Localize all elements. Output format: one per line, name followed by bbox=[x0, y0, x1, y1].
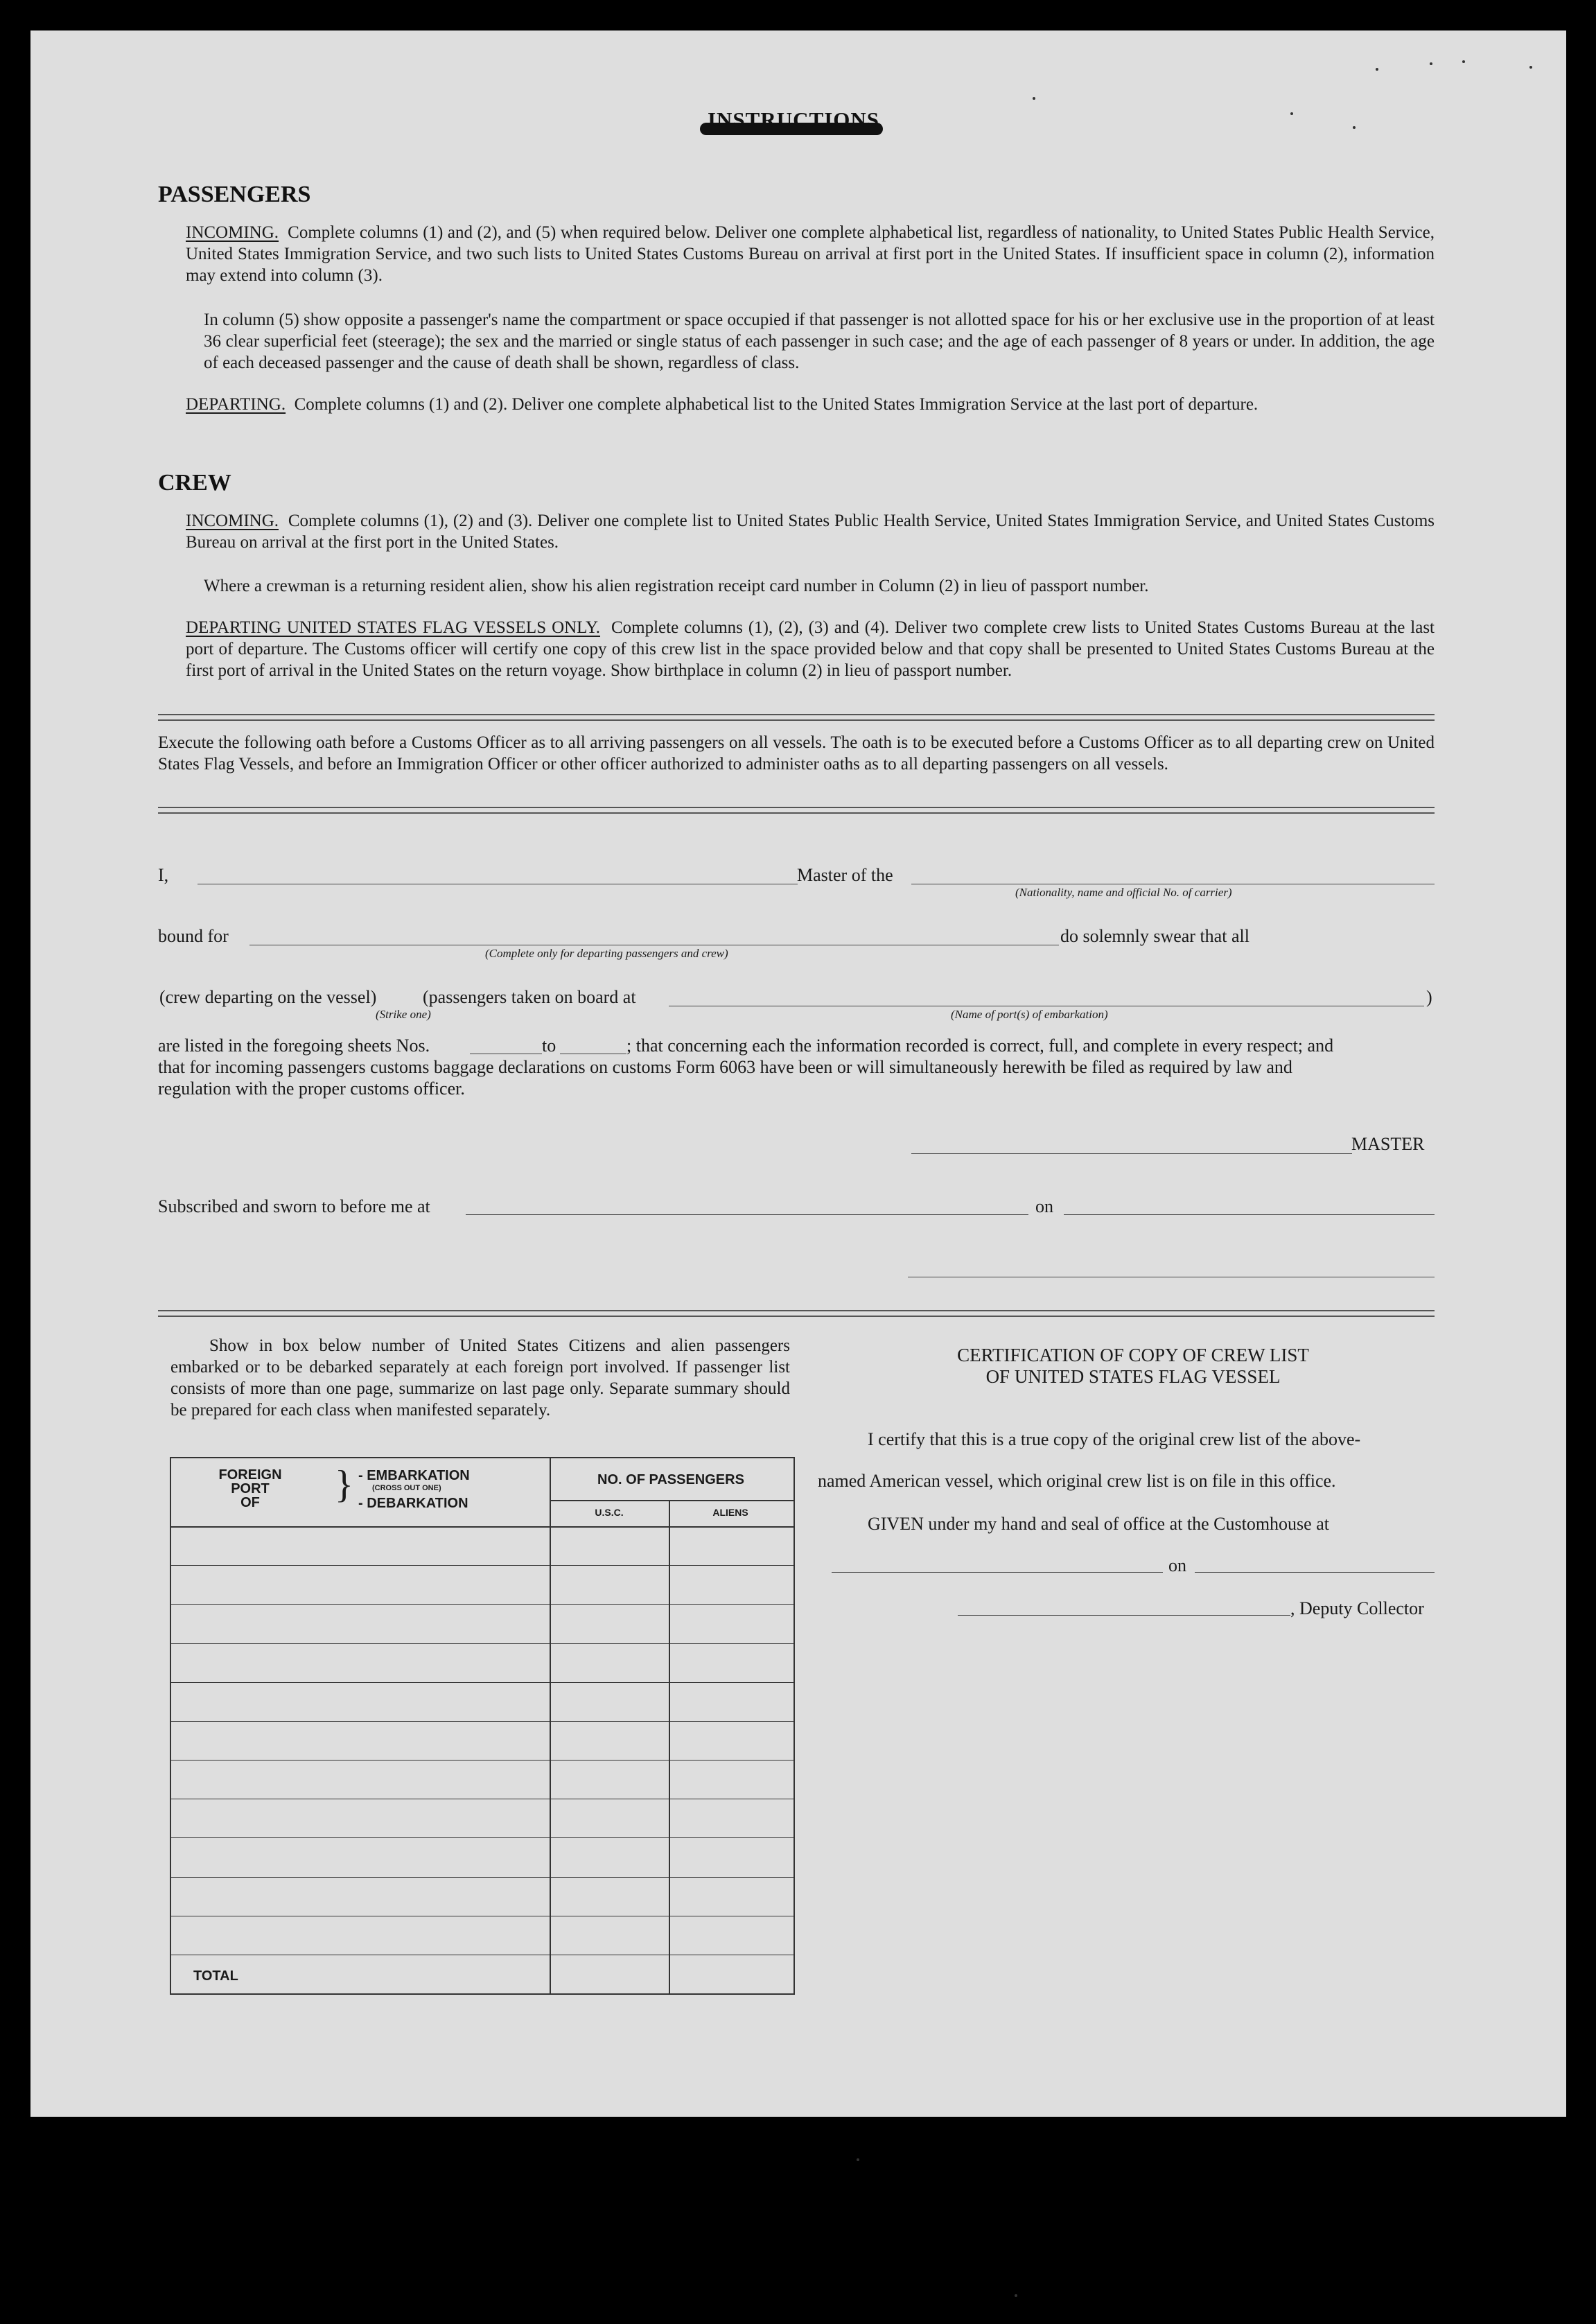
port-word: PORT bbox=[231, 1481, 270, 1496]
departing-text: Complete columns (1) and (2). Deliver one complete alphabetical list to the United States Immigration Service at the last port of departure. bbox=[294, 395, 1259, 414]
table-row[interactable] bbox=[171, 1643, 793, 1644]
sworn-location-field[interactable] bbox=[466, 1214, 1028, 1215]
table-row[interactable] bbox=[171, 1721, 793, 1722]
solemnly-swear-label: do solemnly swear that all bbox=[1060, 926, 1249, 946]
header-divider bbox=[550, 1500, 793, 1501]
table-row[interactable] bbox=[171, 1565, 793, 1566]
complete-only-hint: (Complete only for departing passengers and crew) bbox=[485, 947, 728, 960]
strike-one-hint: (Strike one) bbox=[376, 1008, 431, 1021]
certification-heading-line-1: CERTIFICATION OF COPY OF CREW LIST bbox=[957, 1345, 1309, 1365]
to-label: to bbox=[542, 1036, 556, 1056]
table-row[interactable] bbox=[171, 1604, 793, 1605]
passenger-summary-table bbox=[170, 1457, 795, 1995]
table-row[interactable] bbox=[171, 1837, 793, 1838]
crew-departing-option: (crew departing on the vessel) bbox=[159, 987, 377, 1007]
table-row[interactable] bbox=[171, 1760, 793, 1761]
listed-text-2: ; that concerning each the information recorded is correct, full, and complete in every respect; and bbox=[626, 1036, 1334, 1056]
crew-incoming-paragraph bbox=[186, 510, 1435, 553]
header-bottom bbox=[171, 1526, 793, 1528]
listed-text-4: regulation with the proper customs officer. bbox=[158, 1078, 465, 1099]
passengers-departing-paragraph bbox=[186, 394, 1435, 415]
scan-speck bbox=[1033, 97, 1035, 100]
col-divider bbox=[669, 1500, 670, 1993]
debarkation-label: - DEBARKATION bbox=[358, 1496, 468, 1511]
double-rule bbox=[158, 714, 1435, 721]
summary-instructions: Show in box below number of United States Citizens and alien passengers embarked or to be debarked separately at each foreign port involved. If passenger list consists of more than one page, summarize on last page only. Separate summary should be prepared for each class when manifested separately. bbox=[170, 1336, 790, 1419]
title-text: INSTRUCTIONS bbox=[707, 107, 879, 132]
crew-heading: CREW bbox=[158, 470, 231, 496]
certify-on-label: on bbox=[1168, 1555, 1186, 1575]
deputy-collector-label: , Deputy Collector bbox=[1290, 1598, 1424, 1618]
no-of-passengers-header: NO. OF PASSENGERS bbox=[597, 1472, 744, 1487]
master-label: MASTER bbox=[1351, 1134, 1425, 1154]
listed-text-1: are listed in the foregoing sheets Nos. bbox=[158, 1036, 430, 1056]
certification-heading-line-2: OF UNITED STATES FLAG VESSEL bbox=[985, 1366, 1281, 1387]
scan-speck bbox=[857, 2158, 859, 2161]
incoming-label: INCOMING. bbox=[186, 223, 279, 242]
scan-speck bbox=[1529, 66, 1532, 69]
scan-speck bbox=[1430, 62, 1432, 65]
passengers-heading: PASSENGERS bbox=[158, 182, 311, 207]
crew-resident-paragraph: Where a crewman is a returning resident alien, show his alien registration receipt card number in Column (2) in lieu of passport number. bbox=[204, 577, 1149, 595]
of-word: OF bbox=[240, 1495, 260, 1510]
oath-i-label: I, bbox=[158, 865, 169, 885]
sworn-date-field[interactable] bbox=[1064, 1214, 1435, 1215]
usc-header: U.S.C. bbox=[595, 1507, 624, 1518]
sworn-on-label: on bbox=[1035, 1196, 1053, 1216]
instructions-title bbox=[700, 107, 880, 142]
table-row[interactable] bbox=[171, 1682, 793, 1683]
crew-departing-text: Complete columns (1), (2), (3) and (4). Deliver two complete crew lists to United States Customs Bureau at the last port of departure. The Customs officer will certify one copy of this crew list in the space provided below and that copy shall be presented to United States Customs Bureau at the first port of arrival in the United States on the return voyage. Show birthplace in column (2) in lieu of passport number. bbox=[186, 618, 1435, 680]
nationality-hint: (Nationality, name and official No. of carrier) bbox=[1015, 886, 1232, 899]
port-hint: (Name of port(s) of embarkation) bbox=[951, 1008, 1108, 1021]
brace-symbol: } bbox=[335, 1463, 353, 1506]
subscribed-label: Subscribed and sworn to before me at bbox=[158, 1196, 430, 1216]
foreign-port-header bbox=[209, 1468, 292, 1510]
scan-speck bbox=[1290, 112, 1293, 115]
scan-speck bbox=[1462, 60, 1465, 63]
col-divider bbox=[550, 1458, 551, 1993]
scan-speck bbox=[1353, 126, 1356, 129]
double-rule bbox=[158, 1310, 1435, 1317]
passengers-column5-paragraph: In column (5) show opposite a passenger's name the compartment or space occupied if that passenger is not allotted space for his or her exclusive use in the proportion of at least 36 clear superficial feet (steerage); the sex and the married or single status of each passenger in such case; and the age of each passenger of 8 years or under. In addition, the age of each deceased passenger and the cause of death shall be shown, regardless of class. bbox=[204, 311, 1435, 372]
master-of-the-label: Master of the bbox=[797, 865, 893, 885]
passengers-taken-option: (passengers taken on board at bbox=[423, 987, 636, 1007]
certify-line-3: GIVEN under my hand and seal of office at the Customhouse at bbox=[868, 1514, 1329, 1534]
scan-speck bbox=[1376, 68, 1378, 71]
crew-departing-paragraph bbox=[186, 617, 1435, 681]
cross-out-label: (CROSS OUT ONE) bbox=[372, 1484, 441, 1492]
certification-heading bbox=[818, 1345, 1448, 1388]
close-paren: ) bbox=[1426, 987, 1432, 1007]
departing-label: DEPARTING. bbox=[186, 395, 286, 414]
crew-incoming-text: Complete columns (1), (2) and (3). Deliver one complete list to United States Public Health Service, United States Immigration Service, and United States Customs Bureau on arrival at the first port in the United States. bbox=[186, 512, 1435, 552]
listed-text-3: that for incoming passengers customs baggage declarations on customs Form 6063 have been or will simultaneously herewith be filed as required by law and bbox=[158, 1057, 1292, 1077]
certify-line-1: I certify that this is a true copy of the original crew list of the above- bbox=[868, 1429, 1361, 1449]
certify-line-2: named American vessel, which original crew list is on file in this office. bbox=[818, 1471, 1336, 1491]
bound-for-label: bound for bbox=[158, 926, 229, 946]
incoming-text: Complete columns (1) and (2), and (5) when required below. Deliver one complete alphabetical list, regardless of nationality, to United States Public Health Service, United States Immigration Service, and two such lists to United States Customs Bureau on arrival at first port in the United States. If insufficient space in column (2), information may extend into column (3). bbox=[186, 223, 1435, 285]
deputy-signature-field[interactable] bbox=[958, 1615, 1290, 1616]
total-label: TOTAL bbox=[193, 1968, 238, 1984]
passengers-incoming-paragraph bbox=[186, 222, 1435, 286]
crew-departing-label: DEPARTING UNITED STATES FLAG VESSELS ONLY. bbox=[186, 618, 601, 637]
foreign-word: FOREIGN bbox=[218, 1467, 282, 1483]
embarkation-label: - EMBARKATION bbox=[358, 1468, 470, 1483]
table-row[interactable] bbox=[171, 1877, 793, 1878]
customhouse-field[interactable] bbox=[832, 1572, 1163, 1573]
double-rule bbox=[158, 807, 1435, 814]
certify-date-field[interactable] bbox=[1195, 1572, 1435, 1573]
scan-speck bbox=[1015, 2294, 1017, 2297]
crew-incoming-label: INCOMING. bbox=[186, 512, 279, 530]
oath-instructions: Execute the following oath before a Customs Officer as to all arriving passengers on all vessels. The oath is to be executed before a Customs Officer as to all departing crew on United States Flag Vessels, and before an Immigration Officer or other officer authorized to administer oaths as to all departing passengers on all vessels. bbox=[158, 733, 1435, 774]
master-signature-field[interactable] bbox=[911, 1153, 1352, 1154]
aliens-header: ALIENS bbox=[712, 1507, 748, 1518]
